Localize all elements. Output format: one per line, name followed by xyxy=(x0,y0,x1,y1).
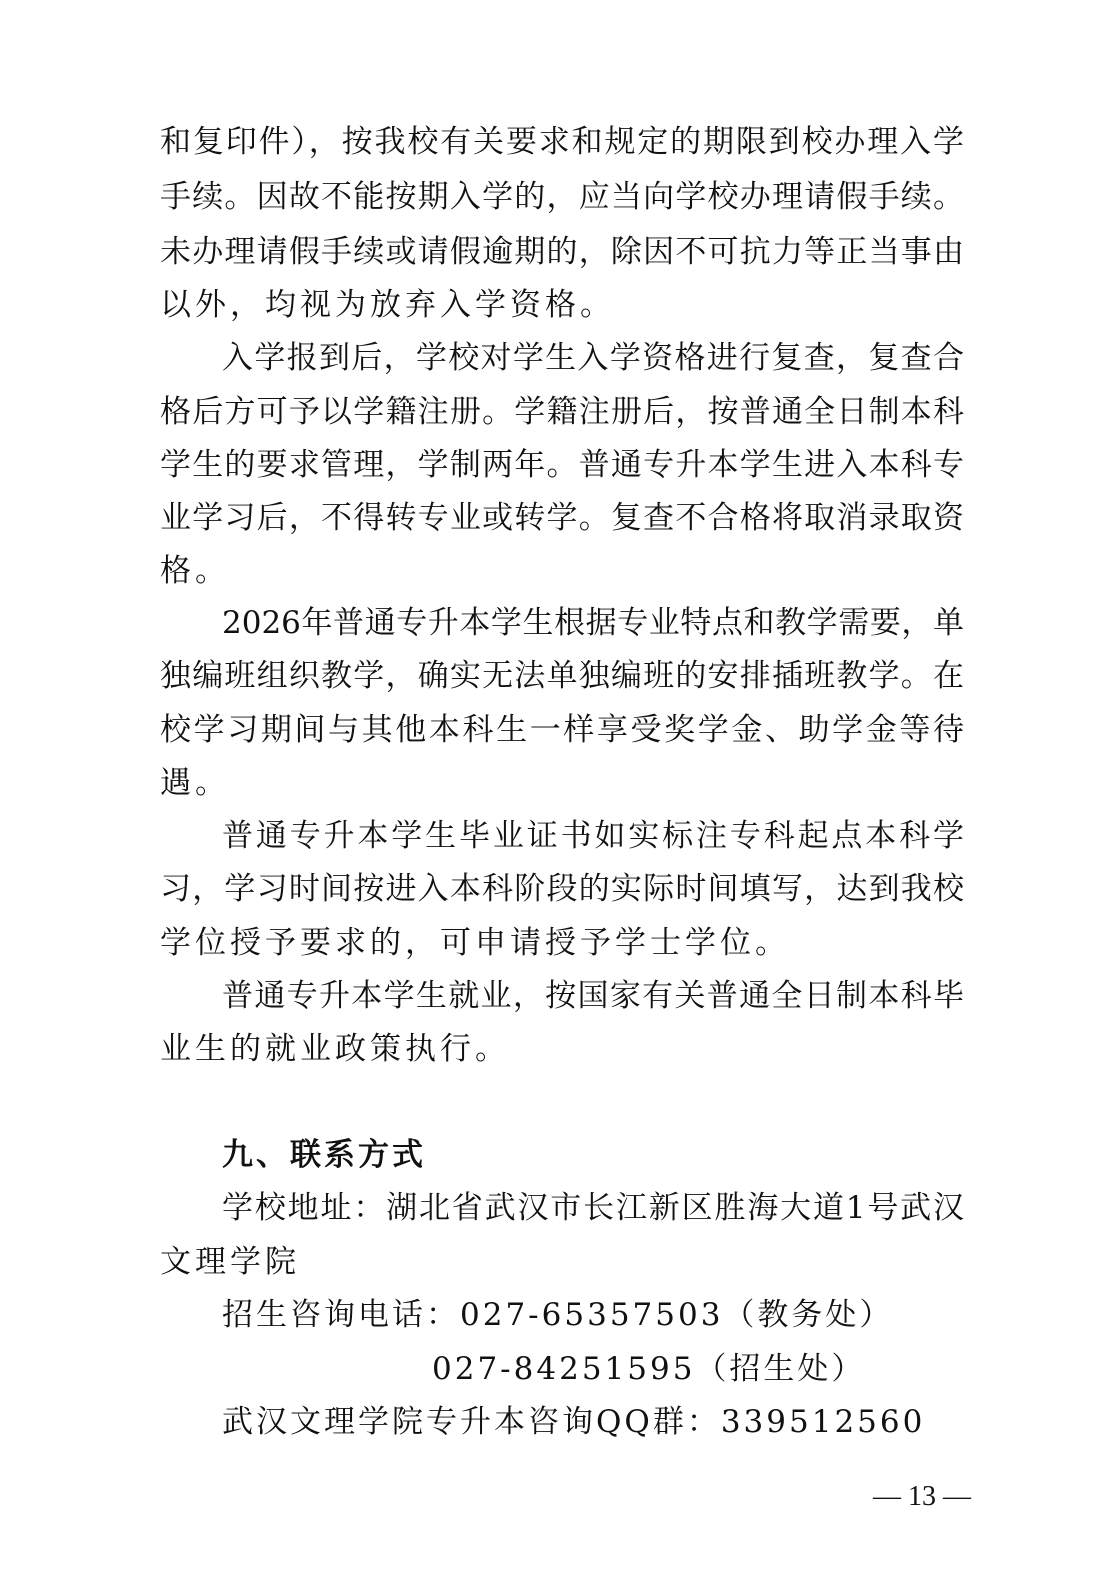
paragraph-3-line-4: 遇。 xyxy=(160,765,230,801)
phone-line-2: 027-84251595（招生处） xyxy=(432,1351,866,1387)
phone-line-1: 招生咨询电话：027-65357503（教务处） xyxy=(222,1297,894,1333)
qq-group-line: 武汉文理学院专升本咨询QQ群：339512560 xyxy=(222,1404,926,1440)
paragraph-5-line-2: 业生的就业政策执行。 xyxy=(160,1031,510,1067)
paragraph-4-line-2: 习，学习时间按进入本科阶段的实际时间填写，达到我校 xyxy=(160,871,964,907)
paragraph-2-line-3: 学生的要求管理，学制两年。普通专升本学生进入本科专 xyxy=(160,447,964,483)
paragraph-1-line-1: 和复印件），按我校有关要求和规定的期限到校办理入学 xyxy=(160,124,964,160)
paragraph-4-line-1: 普通专升本学生毕业证书如实标注专科起点本科学 xyxy=(222,818,964,854)
paragraph-3-line-2: 独编班组织教学，确实无法单独编班的安排插班教学。在 xyxy=(160,658,964,694)
address-line-2: 文理学院 xyxy=(160,1244,300,1280)
paragraph-3-line-3: 校学习期间与其他本科生一样享受奖学金、助学金等待 xyxy=(160,712,964,748)
paragraph-2-line-2: 格后方可予以学籍注册。学籍注册后，按普通全日制本科 xyxy=(160,394,964,430)
paragraph-2-line-1: 入学报到后，学校对学生入学资格进行复查，复查合 xyxy=(222,340,964,376)
paragraph-1-line-3: 未办理请假手续或请假逾期的，除因不可抗力等正当事由 xyxy=(160,234,964,270)
paragraph-1-line-4: 以外，均视为放弃入学资格。 xyxy=(160,287,615,323)
paragraph-2-line-4: 业学习后，不得转专业或转学。复查不合格将取消录取资 xyxy=(160,500,964,536)
paragraph-1-line-2: 手续。因故不能按期入学的，应当向学校办理请假手续。 xyxy=(160,179,964,215)
paragraph-5-line-1: 普通专升本学生就业，按国家有关普通全日制本科毕 xyxy=(222,978,964,1014)
address-line-1: 学校地址：湖北省武汉市长江新区胜海大道1号武汉 xyxy=(222,1190,964,1226)
paragraph-3-line-1: 2026年普通专升本学生根据专业特点和教学需要，单 xyxy=(222,605,964,641)
paragraph-4-line-3: 学位授予要求的，可申请授予学士学位。 xyxy=(160,925,790,961)
paragraph-2-line-5: 格。 xyxy=(160,553,230,589)
page-number: — 13 — xyxy=(873,1481,971,1512)
section-heading: 九、联系方式 xyxy=(222,1137,426,1173)
